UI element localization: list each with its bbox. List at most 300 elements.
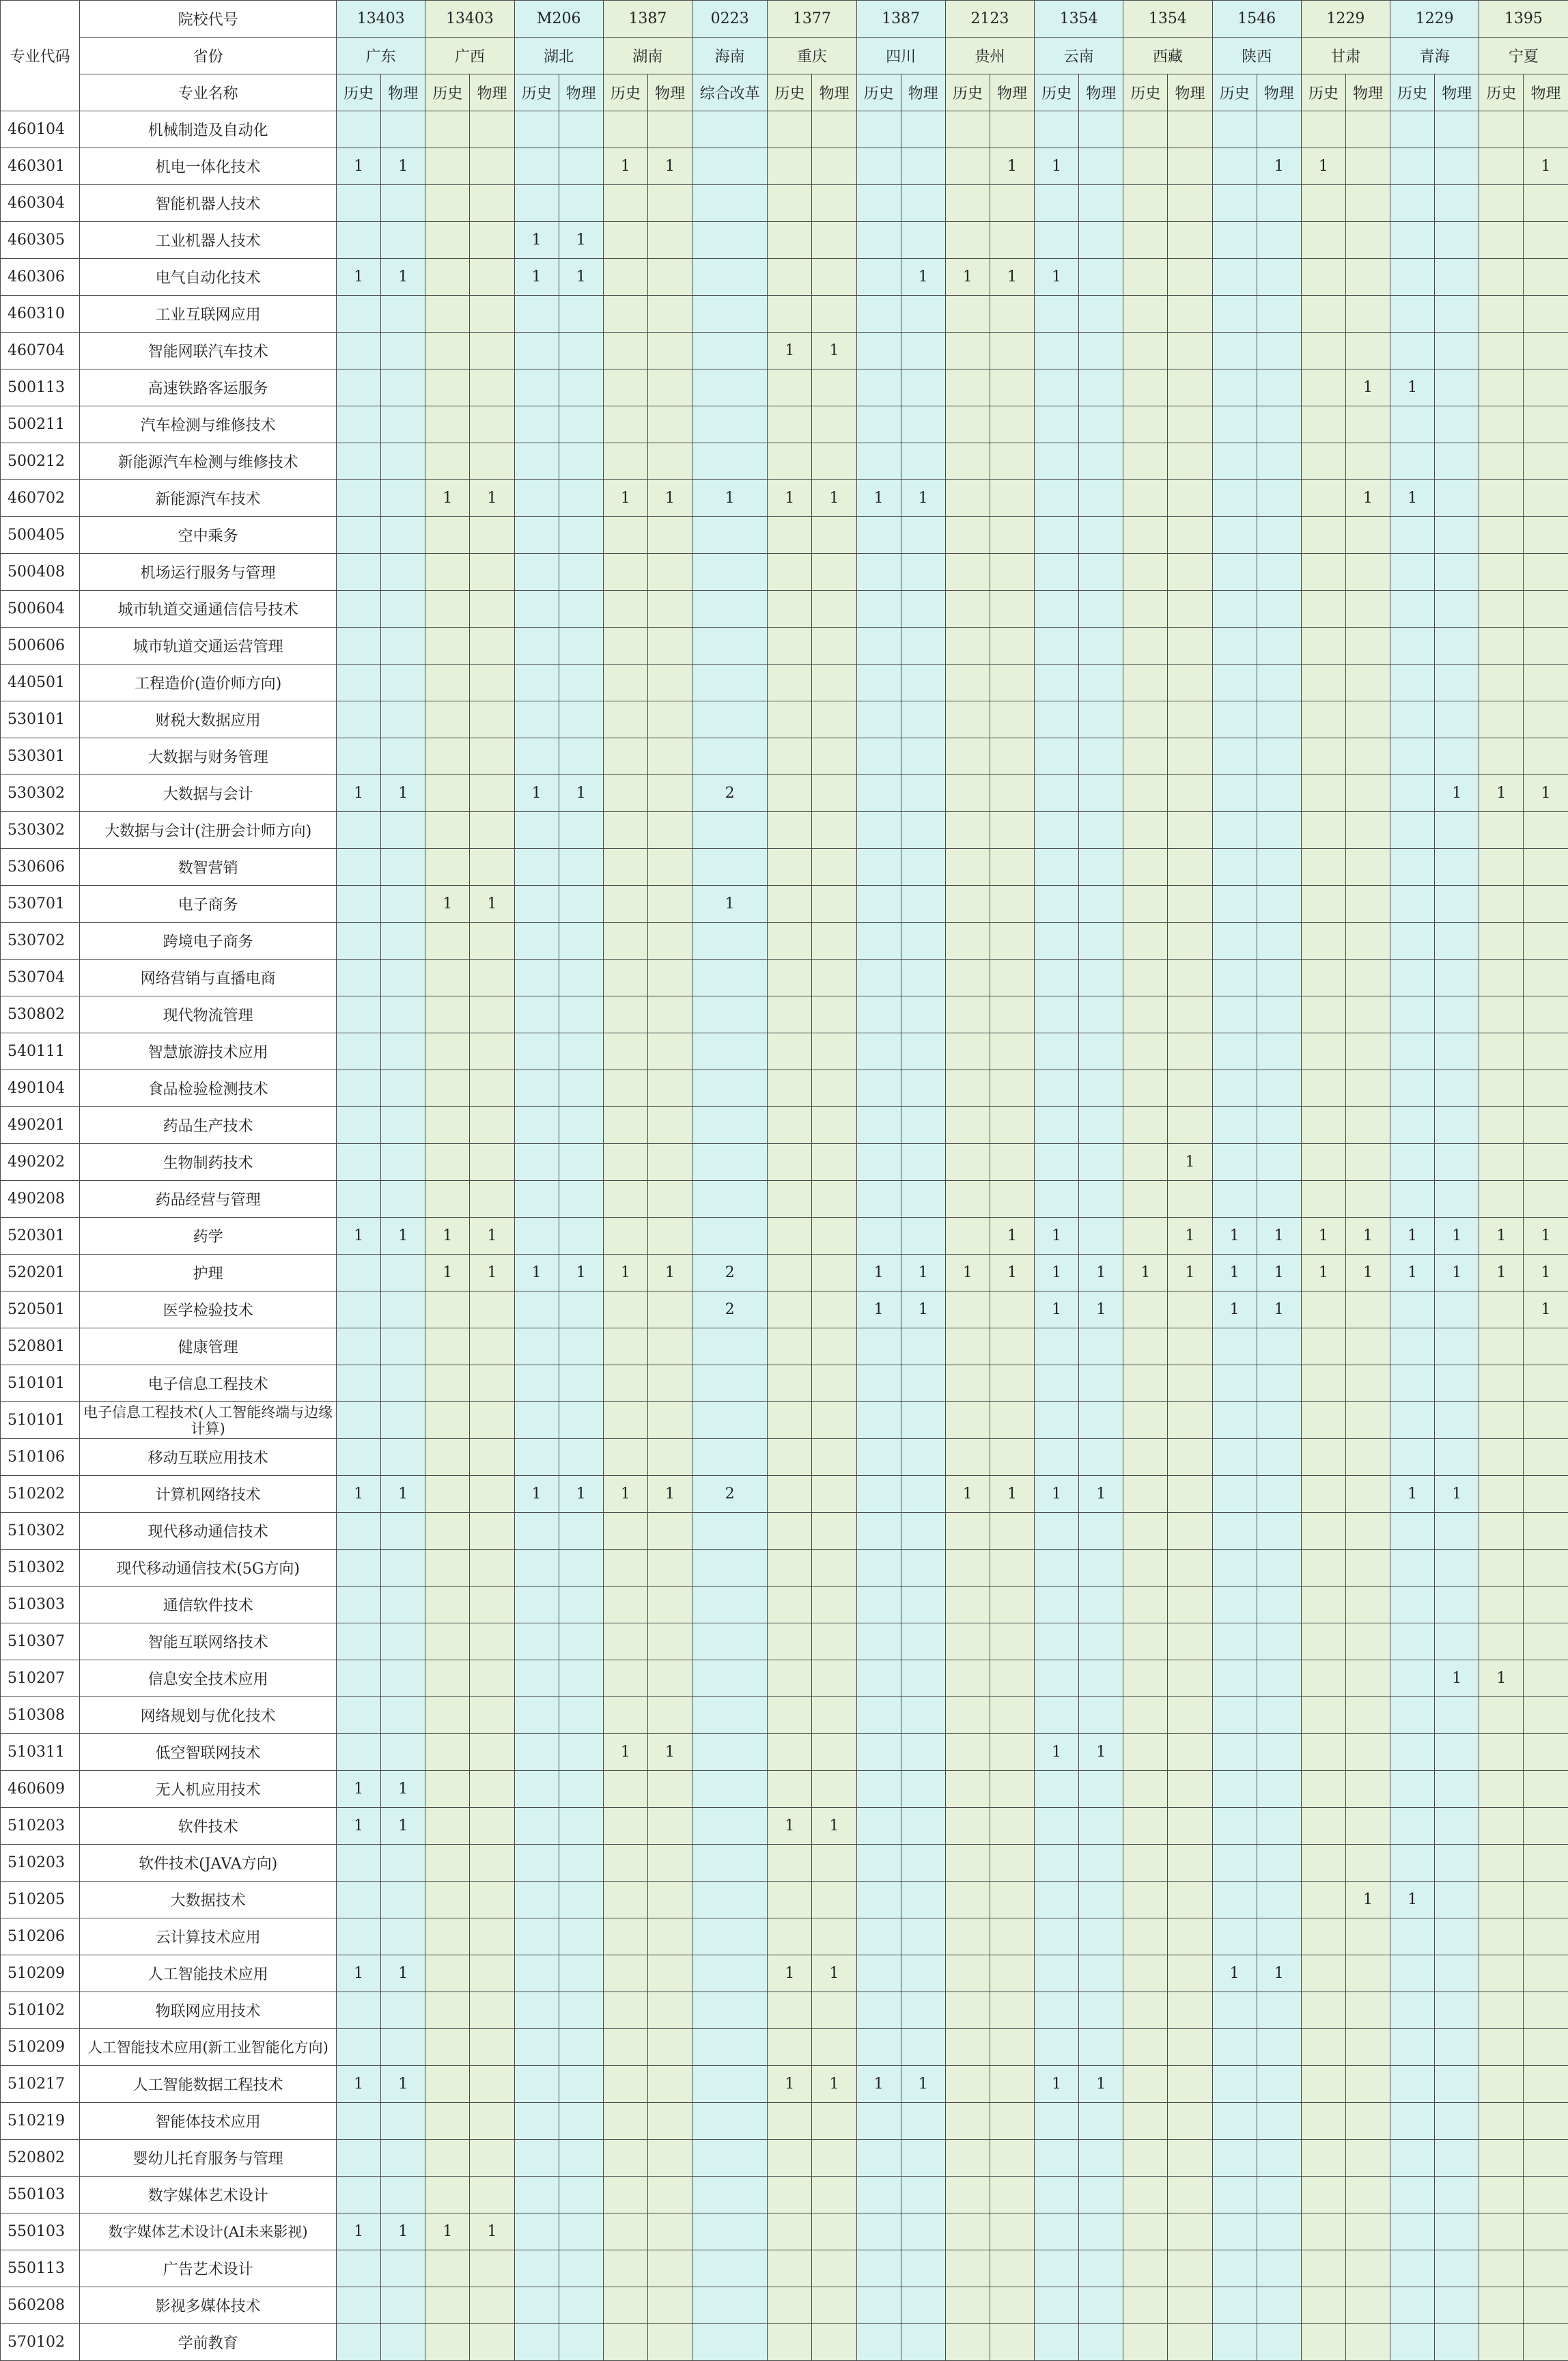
major-code-cell: 460609 [1,1771,80,1808]
plan-count-cell [514,1660,559,1697]
plan-count-cell [990,443,1034,480]
plan-count-cell [692,1513,768,1550]
plan-count-cell: 1 [559,1476,603,1513]
plan-count-cell: 1 [1079,1255,1123,1291]
plan-count-cell [1524,812,1568,849]
plan-count-cell [514,1550,559,1587]
major-name-cell: 软件技术 [80,1808,337,1845]
plan-count-cell [647,111,692,148]
plan-count-cell [1390,1439,1435,1476]
header-row-province [1,38,1568,74]
plan-count-cell: 1 [647,1255,692,1291]
table-row [1,665,1568,701]
plan-count-cell [1123,1660,1168,1697]
plan-count-cell [990,701,1034,738]
plan-count-cell [768,2324,812,2361]
plan-count-cell [1035,222,1079,259]
plan-count-cell [470,1955,514,1992]
plan-count-cell [1390,2250,1435,2287]
plan-count-cell [692,2287,768,2324]
plan-count-cell [856,1845,901,1882]
plan-count-cell [1257,1882,1301,1918]
plan-count-cell [603,2324,647,2361]
plan-count-cell [559,665,603,701]
plan-count-cell [1212,1587,1257,1623]
plan-count-cell [945,296,990,333]
plan-count-cell [1435,1550,1479,1587]
plan-count-cell [1168,665,1212,701]
plan-count-cell: 1 [1390,369,1435,406]
plan-count-cell [1168,1513,1212,1550]
plan-count-cell [768,222,812,259]
plan-count-cell [692,1328,768,1365]
plan-count-cell [768,923,812,960]
plan-count-cell: 1 [381,148,425,185]
plan-count-cell [1212,812,1257,849]
major-name-cell: 健康管理 [80,1328,337,1365]
plan-count-cell [1390,2066,1435,2103]
plan-count-cell [559,849,603,886]
plan-count-cell: 1 [1479,1660,1524,1697]
table-row [1,369,1568,406]
plan-count-cell [768,1882,812,1918]
plan-count-cell [856,1476,901,1513]
plan-count-cell [1301,960,1345,996]
plan-count-cell [1123,185,1168,222]
plan-count-cell: 1 [1168,1144,1212,1181]
plan-count-cell [470,2103,514,2140]
plan-count-cell [1168,2103,1212,2140]
plan-count-cell [856,775,901,812]
plan-count-cell [647,628,692,665]
plan-count-cell [1079,2140,1123,2177]
plan-count-cell [647,259,692,296]
plan-count-cell [559,1992,603,2029]
plan-count-cell [1390,333,1435,369]
major-name-cell: 智能互联网络技术 [80,1623,337,1660]
plan-count-cell [425,849,470,886]
plan-count-cell [1123,1955,1168,1992]
plan-count-cell: 1 [337,1476,381,1513]
plan-count-cell [1257,185,1301,222]
plan-count-cell [1212,1402,1257,1439]
plan-count-cell [945,517,990,554]
plan-count-cell [514,480,559,517]
plan-count-cell [768,1439,812,1476]
major-code-cell: 530302 [1,812,80,849]
plan-count-cell [1524,591,1568,628]
plan-count-cell [1345,2177,1390,2213]
plan-count-cell [647,1697,692,1734]
major-code-cell: 500405 [1,517,80,554]
plan-count-cell [647,1660,692,1697]
plan-count-cell [1301,849,1345,886]
plan-count-cell [1257,1992,1301,2029]
table-row [1,1439,1568,1476]
major-name-cell: 财税大数据应用 [80,701,337,738]
plan-count-cell [381,1550,425,1587]
plan-count-cell [1390,1181,1435,1218]
plan-count-cell [1123,2287,1168,2324]
plan-count-cell [1301,2103,1345,2140]
plan-count-cell [901,1771,945,1808]
plan-count-cell [692,1550,768,1587]
plan-count-cell [856,1955,901,1992]
plan-count-cell [856,923,901,960]
plan-count-cell [1079,960,1123,996]
plan-count-cell [692,259,768,296]
plan-count-cell [901,1550,945,1587]
plan-count-cell [470,1402,514,1439]
plan-count-cell: 1 [1301,1255,1345,1291]
plan-count-cell [901,2287,945,2324]
plan-count-cell [1212,480,1257,517]
plan-count-cell [1479,1328,1524,1365]
plan-count-cell: 1 [1345,480,1390,517]
plan-count-cell [1168,1771,1212,1808]
plan-count-cell [812,1181,856,1218]
plan-count-cell: 1 [381,1218,425,1255]
plan-count-cell [1212,443,1257,480]
plan-count-cell [945,701,990,738]
plan-count-cell [945,1218,990,1255]
plan-count-cell: 1 [1390,1255,1435,1291]
plan-count-cell [1524,1181,1568,1218]
plan-count-cell [1257,2066,1301,2103]
plan-count-cell [514,406,559,443]
plan-count-cell [514,701,559,738]
plan-count-cell [901,701,945,738]
plan-count-cell [559,1218,603,1255]
plan-count-cell [470,111,514,148]
plan-count-cell [1479,996,1524,1033]
plan-count-cell [381,665,425,701]
plan-count-cell [337,1660,381,1697]
plan-count-cell [1079,554,1123,591]
plan-count-cell [1212,1697,1257,1734]
plan-count-cell [812,1992,856,2029]
plan-count-cell [337,1181,381,1218]
plan-count-cell [1524,1365,1568,1402]
plan-count-cell [856,701,901,738]
major-name-cell: 食品检验检测技术 [80,1070,337,1107]
plan-count-cell [856,369,901,406]
plan-count-cell [337,1845,381,1882]
plan-count-cell: 1 [514,259,559,296]
plan-count-cell [1123,222,1168,259]
table-row [1,1955,1568,1992]
major-code-cell: 510302 [1,1513,80,1550]
plan-count-cell [768,2213,812,2250]
plan-count-cell [647,443,692,480]
plan-count-cell [901,333,945,369]
plan-count-cell [1345,1181,1390,1218]
plan-count-cell: 1 [1524,1291,1568,1328]
plan-count-cell [768,1660,812,1697]
plan-count-cell [1479,628,1524,665]
plan-count-cell [514,923,559,960]
plan-count-cell [1257,1808,1301,1845]
plan-count-cell [990,1144,1034,1181]
plan-count-cell [1168,738,1212,775]
plan-count-cell [470,1918,514,1955]
plan-count-cell [1257,1033,1301,1070]
major-name-cell: 物联网应用技术 [80,1992,337,2029]
plan-count-cell [692,1107,768,1144]
plan-count-cell [1301,1402,1345,1439]
plan-count-cell [1035,1439,1079,1476]
plan-count-cell [856,296,901,333]
plan-count-cell [514,1623,559,1660]
plan-count-cell [1168,1955,1212,1992]
plan-count-cell [1435,2250,1479,2287]
plan-count-cell [381,2287,425,2324]
plan-count-cell: 1 [1035,1476,1079,1513]
plan-count-cell [945,222,990,259]
plan-count-cell [514,111,559,148]
plan-count-cell [1345,1513,1390,1550]
province-cell: 青海 [1390,38,1479,74]
plan-count-cell [514,1955,559,1992]
plan-count-cell [559,2140,603,2177]
plan-count-cell [603,517,647,554]
plan-count-cell [1345,2029,1390,2066]
plan-count-cell [603,701,647,738]
plan-count-cell [1479,1845,1524,1882]
plan-count-cell [514,960,559,996]
plan-count-cell [1390,1070,1435,1107]
plan-count-cell [603,886,647,923]
major-code-cell: 510203 [1,1808,80,1845]
plan-count-cell [768,1734,812,1771]
plan-count-cell [1212,259,1257,296]
major-code-cell: 460301 [1,148,80,185]
major-code-cell: 510203 [1,1845,80,1882]
plan-count-cell [603,296,647,333]
major-name-cell: 数字媒体艺术设计 [80,2177,337,2213]
major-name-cell: 智慧旅游技术应用 [80,1033,337,1070]
plan-count-cell [1435,2140,1479,2177]
plan-count-cell [337,480,381,517]
plan-count-cell [1301,1587,1345,1623]
plan-count-cell [1212,2287,1257,2324]
plan-count-cell [514,1992,559,2029]
plan-count-cell [1345,701,1390,738]
plan-count-cell [647,333,692,369]
plan-count-cell [1345,1476,1390,1513]
plan-count-cell [1079,665,1123,701]
plan-count-cell [1435,1734,1479,1771]
plan-count-cell [856,1697,901,1734]
plan-count-cell [692,1070,768,1107]
plan-count-cell [559,960,603,996]
major-code-cell: 500604 [1,591,80,628]
major-code-cell: 550103 [1,2177,80,2213]
plan-count-cell [692,2140,768,2177]
plan-count-cell [559,1328,603,1365]
plan-count-cell [901,1513,945,1550]
plan-count-cell [1212,296,1257,333]
plan-count-cell: 1 [603,148,647,185]
plan-count-cell [1524,333,1568,369]
plan-count-cell [381,185,425,222]
plan-count-cell [1345,1291,1390,1328]
school-code-cell: 0223 [692,1,768,38]
plan-count-cell [1390,1365,1435,1402]
plan-count-cell [470,1439,514,1476]
plan-count-cell [603,960,647,996]
major-name-cell: 计算机网络技术 [80,1476,337,1513]
plan-count-cell [1435,443,1479,480]
plan-count-cell [559,886,603,923]
plan-count-cell [470,960,514,996]
plan-count-cell [1479,923,1524,960]
plan-count-cell [1257,517,1301,554]
plan-count-cell [1390,1033,1435,1070]
plan-count-cell [1435,1365,1479,1402]
plan-count-cell [1212,665,1257,701]
plan-count-cell [1168,923,1212,960]
plan-count-cell [381,1734,425,1771]
plan-count-cell [425,2066,470,2103]
school-code-cell: 1354 [1035,1,1123,38]
plan-count-cell [337,222,381,259]
plan-count-cell [1123,1992,1168,2029]
major-name-cell: 工程造价(造价师方向) [80,665,337,701]
plan-count-cell [603,1992,647,2029]
plan-count-cell: 1 [1257,148,1301,185]
plan-count-cell [768,1144,812,1181]
plan-count-cell [1479,1070,1524,1107]
plan-count-cell [603,1771,647,1808]
plan-count-cell [603,1918,647,1955]
major-name-cell: 现代移动通信技术 [80,1513,337,1550]
plan-count-cell [1479,2103,1524,2140]
plan-count-cell [1212,148,1257,185]
plan-count-cell [603,628,647,665]
major-name-cell: 婴幼儿托育服务与管理 [80,2140,337,2177]
plan-count-cell [812,1918,856,1955]
major-code-cell: 530702 [1,923,80,960]
table-row [1,1033,1568,1070]
plan-count-cell [768,1033,812,1070]
plan-count-cell [1035,517,1079,554]
plan-count-cell [1257,369,1301,406]
plan-count-cell [1212,1033,1257,1070]
plan-count-cell [1123,480,1168,517]
plan-count-cell [812,738,856,775]
plan-count-cell [1079,1218,1123,1255]
plan-count-cell [1168,2213,1212,2250]
plan-count-cell [1212,2250,1257,2287]
plan-count-cell [1079,333,1123,369]
plan-count-cell [514,1918,559,1955]
plan-count-cell [812,185,856,222]
plan-count-cell [647,1882,692,1918]
plan-count-cell [1479,2250,1524,2287]
plan-count-cell [856,1660,901,1697]
plan-count-cell: 1 [1435,1218,1479,1255]
major-name-cell: 跨境电子商务 [80,923,337,960]
plan-count-cell [692,1218,768,1255]
table-row [1,1734,1568,1771]
plan-count-cell [1301,222,1345,259]
plan-count-cell [603,111,647,148]
plan-count-cell [990,628,1034,665]
plan-count-cell [990,2250,1034,2287]
table-row [1,406,1568,443]
plan-count-cell [470,1734,514,1771]
plan-count-cell [1435,2177,1479,2213]
plan-count-cell [1212,1623,1257,1660]
plan-count-cell [901,1439,945,1476]
major-code-cell: 510209 [1,2029,80,2066]
plan-count-cell [1168,443,1212,480]
plan-count-cell [1212,2177,1257,2213]
plan-count-cell [1345,148,1390,185]
major-name-cell: 人工智能技术应用(新工业智能化方向) [80,2029,337,2066]
plan-count-cell [1168,148,1212,185]
major-code-cell: 490104 [1,1070,80,1107]
plan-count-cell [559,1771,603,1808]
plan-count-cell: 1 [1257,1255,1301,1291]
major-code-cell: 440501 [1,665,80,701]
major-code-cell: 560208 [1,2287,80,2324]
plan-count-cell [901,1328,945,1365]
plan-count-cell [1390,1697,1435,1734]
plan-count-cell [1079,996,1123,1033]
plan-count-cell: 1 [945,1255,990,1291]
plan-count-cell: 1 [1301,1218,1345,1255]
plan-count-cell [1168,812,1212,849]
plan-count-cell [559,1587,603,1623]
plan-count-cell [990,849,1034,886]
subject-cell: 物理 [470,74,514,111]
plan-count-cell [1345,1697,1390,1734]
plan-count-cell [1524,1992,1568,2029]
plan-count-cell [425,1291,470,1328]
plan-count-cell [559,591,603,628]
plan-count-cell [1345,1587,1390,1623]
table-row [1,1107,1568,1144]
plan-count-cell: 1 [425,1255,470,1291]
plan-count-cell: 1 [812,1955,856,1992]
plan-count-cell [1390,1328,1435,1365]
plan-count-cell [692,1144,768,1181]
plan-count-cell [559,1144,603,1181]
plan-count-cell [1390,1144,1435,1181]
plan-count-cell: 1 [603,1476,647,1513]
table-row [1,1255,1568,1291]
plan-count-cell [1479,1918,1524,1955]
plan-count-cell [945,812,990,849]
plan-count-cell [945,1328,990,1365]
plan-count-cell [1257,2287,1301,2324]
plan-count-cell [856,1328,901,1365]
plan-count-cell [1035,1550,1079,1587]
plan-count-cell [856,1439,901,1476]
plan-count-cell [692,2250,768,2287]
subject-cell: 物理 [1079,74,1123,111]
plan-count-cell: 1 [901,480,945,517]
subject-cell: 物理 [1524,74,1568,111]
plan-count-cell [812,1144,856,1181]
plan-count-cell [337,960,381,996]
plan-count-cell [1123,1181,1168,1218]
plan-count-cell [1079,443,1123,480]
plan-count-cell [1524,886,1568,923]
plan-count-cell [1079,1955,1123,1992]
